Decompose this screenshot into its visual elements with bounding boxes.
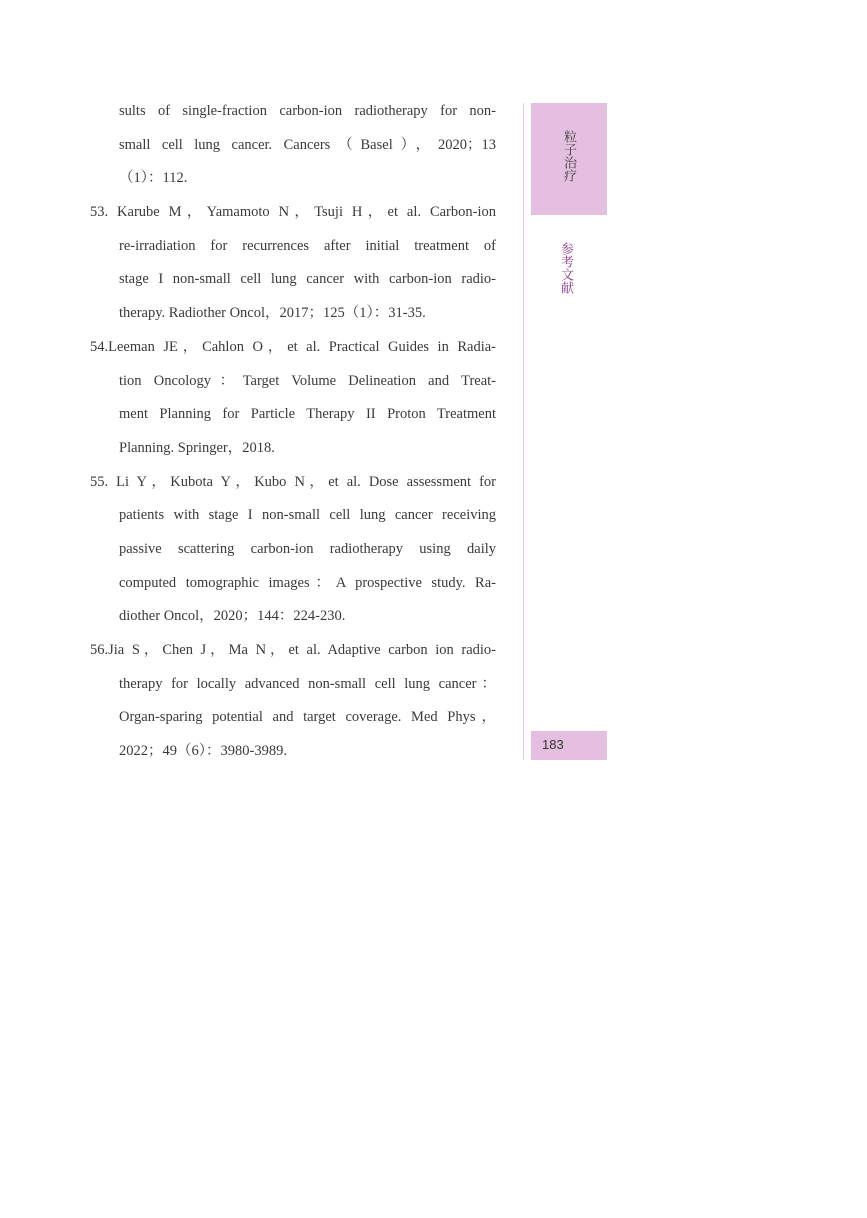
reference-line: computed tomographic images：A prospective study. Ra- bbox=[119, 574, 496, 591]
reference-item bbox=[90, 634, 496, 769]
reference-item bbox=[90, 331, 496, 466]
reference-line: small cell lung cancer. Cancers（Basel），2020；13 bbox=[119, 136, 496, 153]
reference-line: therapy. Radiother Oncol，2017；125（1）：31-35. bbox=[119, 305, 426, 322]
reference-line: therapy for locally advanced non-small cell lung cancer： bbox=[119, 675, 496, 692]
reference-line: 55. Li Y，Kubota Y，Kubo N，et al. Dose assessment for bbox=[90, 473, 496, 490]
section-title: 参考文献 bbox=[558, 242, 573, 294]
reference-line: ment Planning for Particle Therapy II Proton Treatment bbox=[119, 406, 496, 423]
reference-line: diother Oncol，2020；144：224-230. bbox=[119, 608, 346, 625]
reference-item bbox=[90, 95, 496, 196]
reference-line: 54.Leeman JE，Cahlon O，et al. Practical Guides in Radia- bbox=[90, 338, 496, 355]
reference-line: Planning. Springer，2018. bbox=[119, 439, 275, 456]
reference-line: 53. Karube M，Yamamoto N，Tsuji H，et al. Carbon-ion bbox=[90, 204, 496, 221]
reference-line: Organ-sparing potential and target coverage. Med Phys， bbox=[119, 709, 496, 726]
margin-divider bbox=[523, 103, 524, 760]
page-number: 183 bbox=[542, 737, 564, 752]
reference-line: 56.Jia S，Chen J，Ma N，et al. Adaptive carbon ion radio- bbox=[90, 642, 496, 658]
reference-line: tion Oncology：Target Volume Delineation and Treat- bbox=[119, 372, 496, 389]
reference-line: re-irradiation for recurrences after initial treatment of bbox=[119, 237, 496, 254]
page-number-box bbox=[531, 731, 607, 760]
chapter-title: 粒子治疗 bbox=[561, 130, 576, 182]
reference-line: patients with stage I non-small cell lung cancer receiving bbox=[119, 507, 496, 524]
chapter-tab bbox=[531, 103, 607, 215]
reference-line: passive scattering carbon-ion radiotherapy using daily bbox=[119, 540, 496, 557]
reference-line: （1）：112. bbox=[119, 170, 188, 187]
reference-item bbox=[90, 196, 496, 331]
reference-line: 2022；49（6）：3980-3989. bbox=[119, 743, 287, 760]
reference-list bbox=[90, 95, 496, 769]
reference-line: sults of single-fraction carbon-ion radiotherapy for non- bbox=[119, 103, 496, 119]
reference-line: stage I non-small cell lung cancer with carbon-ion radio- bbox=[119, 271, 496, 288]
reference-item bbox=[90, 466, 496, 634]
